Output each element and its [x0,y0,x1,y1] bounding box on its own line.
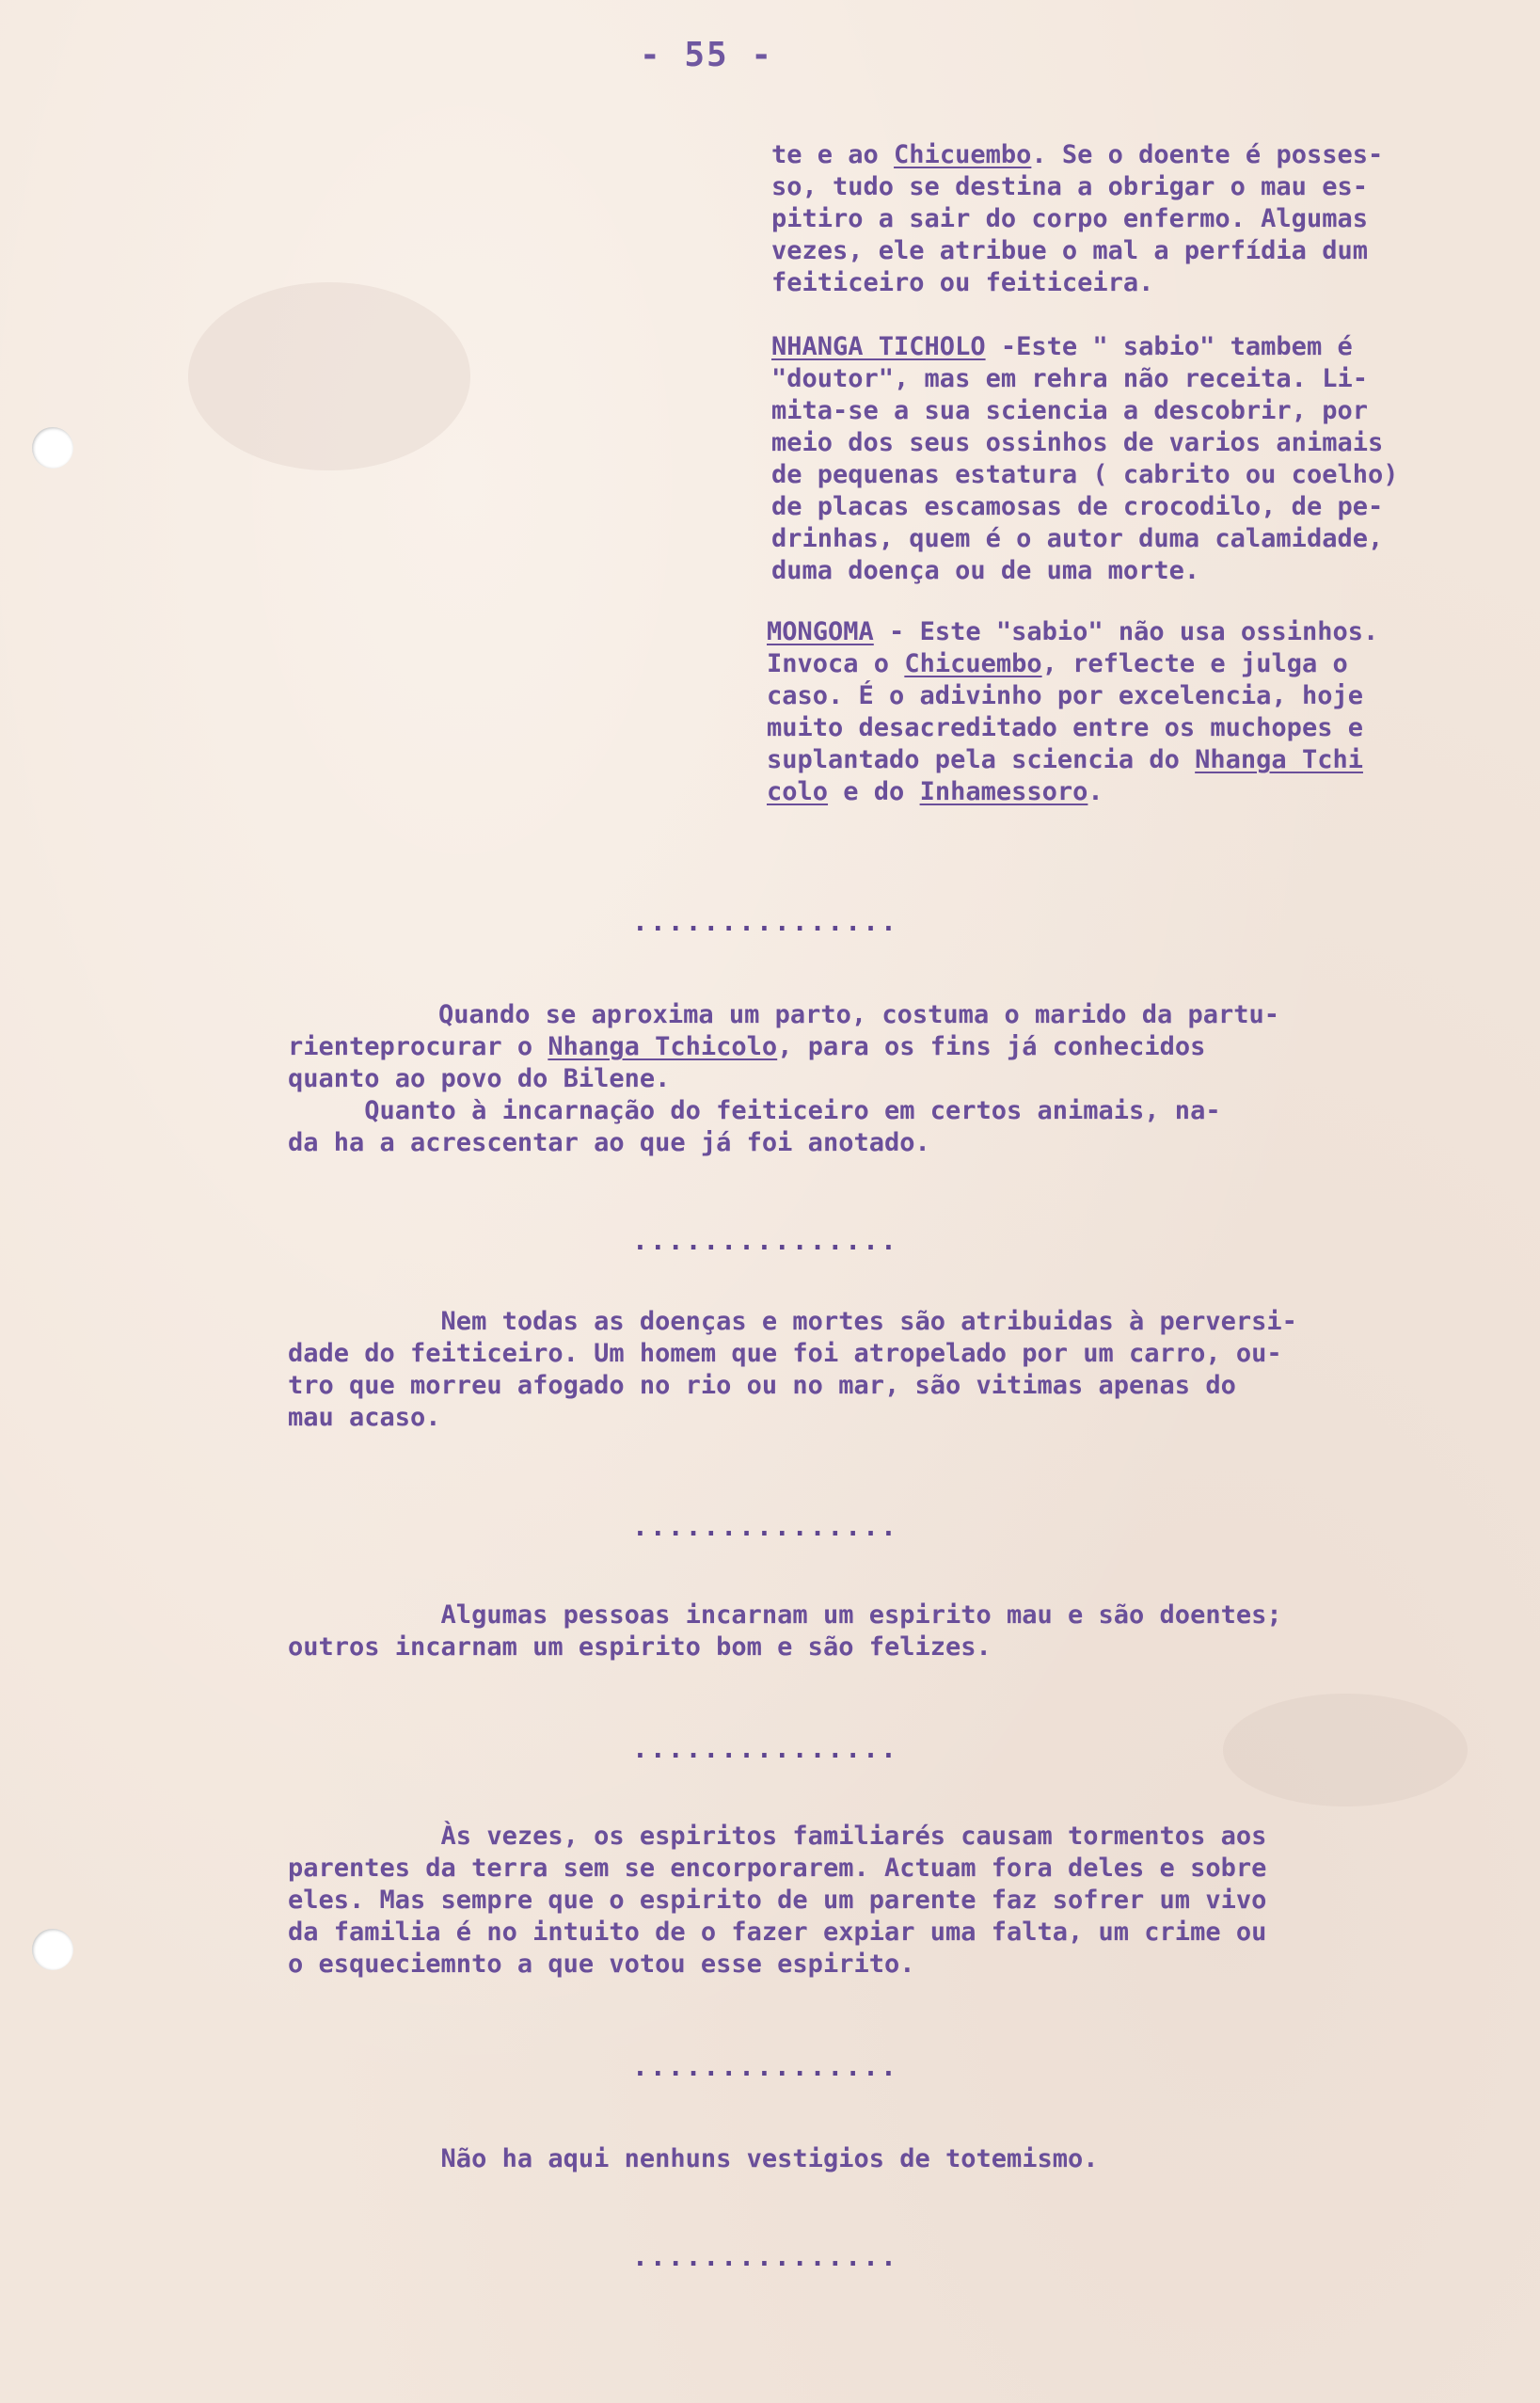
paragraph-espiritos [288,1599,1282,1663]
section-separator: ............... [632,1733,898,1764]
text-line: da familia é no intuito de o fazer expiar uma falta, um crime ou [288,1918,1267,1947]
text-fragment: suplantado pela sciencia do [767,745,1196,774]
paragraph-parto [288,999,1279,1159]
term-inhamessoro: Inhamessoro [919,777,1088,806]
text-line: o esqueciemnto a que votou esse espirito. [288,1949,915,1979]
intro-paragraph [771,139,1383,299]
text-fragment: rienteprocurar o [288,1032,548,1061]
paper-stain [1223,1694,1468,1806]
section-separator: ............... [632,2051,898,2082]
term-chicuembo: Chicuembo [904,649,1042,678]
text-fragment: , para os fins já conhecidos [777,1032,1206,1061]
paper-stain [188,282,470,470]
text-line: drinhas, quem é o autor duma calamidade, [771,524,1384,553]
text-line: Não ha aqui nenhuns vestigios de totemismo. [288,2144,1099,2173]
text-fragment: . [1088,777,1103,806]
text-line: mau acaso. [288,1403,441,1432]
text-line: eles. Mas sempre que o espirito de um parente faz sofrer um vivo [288,1886,1267,1915]
text-line: Quanto à incarnação do feiticeiro em certos animais, na- [288,1096,1221,1125]
text-line: quanto ao povo do Bilene. [288,1064,671,1093]
text-line: feiticeiro ou feiticeira. [771,268,1154,297]
page-number: - 55 - [640,36,774,74]
text-line: Nem todas as doenças e mortes são atribuidas à perversi- [288,1307,1297,1336]
text-line [767,744,1378,776]
text-line: muito desacreditado entre os muchopes e [767,713,1363,742]
term-nhanga-tchicolo: Nhanga Tchi [1195,745,1363,774]
text-line: da ha a acrescentar ao que já foi anotado. [288,1128,930,1157]
text-line: Algumas pessoas incarnam um espirito mau e são doentes; [288,1600,1282,1630]
section-separator: ............... [632,1511,898,1542]
text-line [767,648,1378,680]
paragraph-doencas [288,1306,1297,1434]
paragraph-totemismo [288,2143,1099,2175]
text-line: meio dos seus ossinhos de varios animais [771,428,1384,457]
text-line: de pequenas estatura ( cabrito ou coelho) [771,460,1399,489]
section-separator: ............... [632,2241,898,2272]
text-line: "doutor", mas em rehra não receita. Li- [771,364,1368,393]
section-separator: ............... [632,1225,898,1256]
text-fragment: te e ao [771,140,895,169]
term-nhanga-tchicolo: colo [767,777,829,806]
text-line: Quando se aproxima um parto, costuma o marido da partu- [438,1000,1280,1029]
text-line: de placas escamosas de crocodilo, de pe- [771,492,1384,521]
text-fragment: , reflecte e julga o [1041,649,1348,678]
text-fragment: e do [828,777,920,806]
text-line [767,616,1378,648]
text-fragment: - Este "sabio" não usa ossinhos. [873,617,1379,646]
text-line [288,1031,1279,1063]
text-line: outros incarnam um espirito bom e são felizes. [288,1632,992,1662]
text-fragment: Invoca o [767,649,905,678]
text-line: mita-se a sua sciencia a descobrir, por [771,396,1368,425]
term-chicuembo: Chicuembo [894,140,1032,169]
text-line: Às vezes, os espiritos familiarés causam tormentos aos [288,1822,1267,1851]
binder-hole [32,1929,73,1970]
text-line [771,139,1383,171]
text-line: parentes da terra sem se encorporarem. Actuam fora deles e sobre [288,1854,1267,1883]
text-line [771,331,1398,363]
text-line: dade do feiticeiro. Um homem que foi atropelado por um carro, ou- [288,1339,1282,1368]
text-fragment: . Se o doente é posses- [1031,140,1384,169]
text-line: pitiro a sair do corpo enfermo. Algumas [771,204,1368,233]
mongoma-entry [767,616,1378,808]
section-separator: ............... [632,906,898,937]
nhanga-ticholo-entry [771,331,1398,587]
text-line [767,776,1378,808]
text-line: tro que morreu afogado no rio ou no mar, são vitimas apenas do [288,1371,1236,1400]
text-line: vezes, ele atribue o mal a perfídia dum [771,236,1368,265]
entry-term: NHANGA TICHOLO [771,332,986,361]
text-line: duma doença ou de uma morte. [771,556,1200,585]
term-nhanga-tchicolo: Nhanga Tchicolo [548,1032,778,1061]
text-line: so, tudo se destina a obrigar o mau es- [771,172,1368,201]
text-fragment: -Este " sabio" tambem é [985,332,1353,361]
paragraph-familiares [288,1821,1266,1981]
binder-hole [32,427,73,469]
entry-term: MONGOMA [767,617,874,646]
text-line: caso. É o adivinho por excelencia, hoje [767,681,1363,710]
